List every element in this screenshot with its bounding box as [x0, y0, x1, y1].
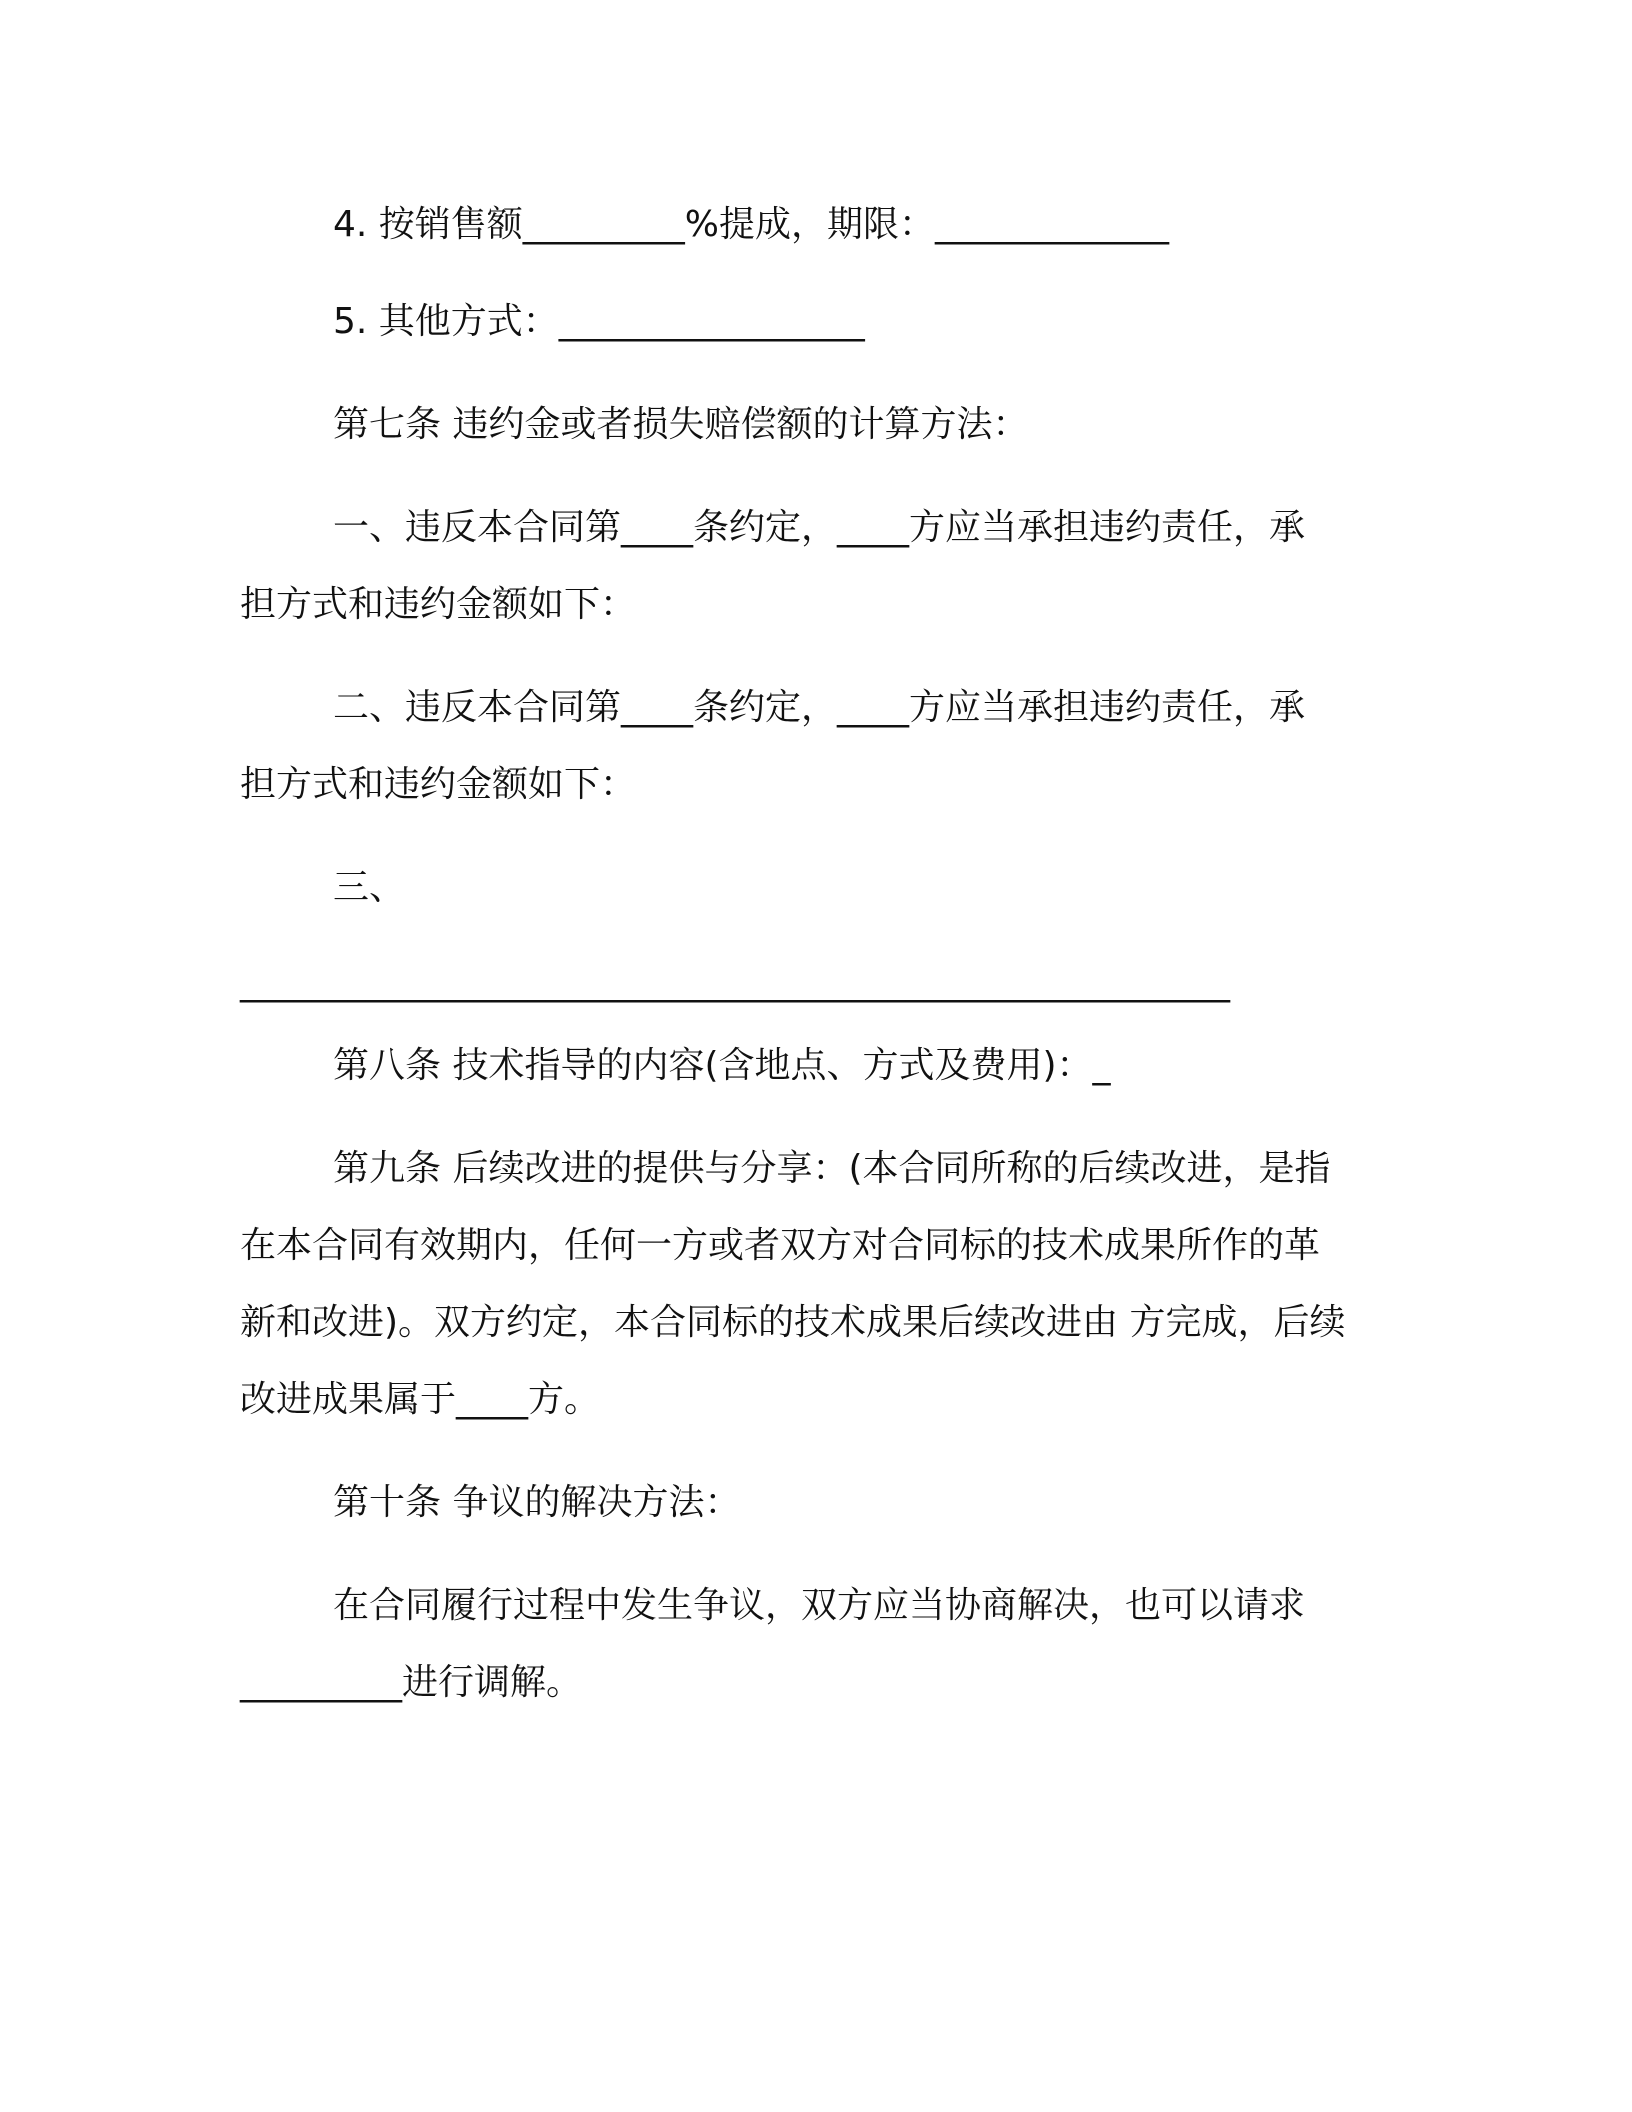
article-7-item-3-blank: _______________________________________________________ [240, 962, 1230, 1003]
article-7-heading: 第七条 违约金或者损失赔偿额的计算方法： [333, 404, 1029, 445]
article-8-heading: 第八条 技术指导的内容(含地点、方式及费用)：_ [333, 1045, 1111, 1086]
article-7-item-3: 三、 [333, 867, 406, 908]
article-7-item-1-line-1: 一、违反本合同第____条约定，____方应当承担违约责任，承 [333, 507, 1306, 548]
article-9-line-3: 新和改进)。双方约定，本合同标的技术成果后续改进由 方完成，后续 [240, 1302, 1346, 1343]
article-9-line-1: 第九条 后续改进的提供与分享：(本合同所称的后续改进，是指 [333, 1148, 1331, 1189]
article-7-item-2-line-2: 担方式和违约金额如下： [240, 764, 637, 805]
article-7-item-2-line-1: 二、违反本合同第____条约定，____方应当承担违约责任，承 [333, 687, 1306, 728]
article-10-line-1: 在合同履行过程中发生争议，双方应当协商解决，也可以请求 [333, 1585, 1306, 1626]
article-10-line-2: _________进行调解。 [240, 1662, 583, 1703]
article-7-item-1-line-2: 担方式和违约金额如下： [240, 584, 637, 625]
article-9-line-4: 改进成果属于____方。 [240, 1379, 601, 1420]
article-9-line-2: 在本合同有效期内，任何一方或者双方对合同标的技术成果所作的革 [240, 1225, 1321, 1266]
clause-item-4: 4. 按销售额_________%提成，期限：_____________ [333, 204, 1169, 245]
clause-item-5: 5. 其他方式：_________________ [333, 301, 865, 342]
article-10-heading: 第十条 争议的解决方法： [333, 1482, 741, 1523]
